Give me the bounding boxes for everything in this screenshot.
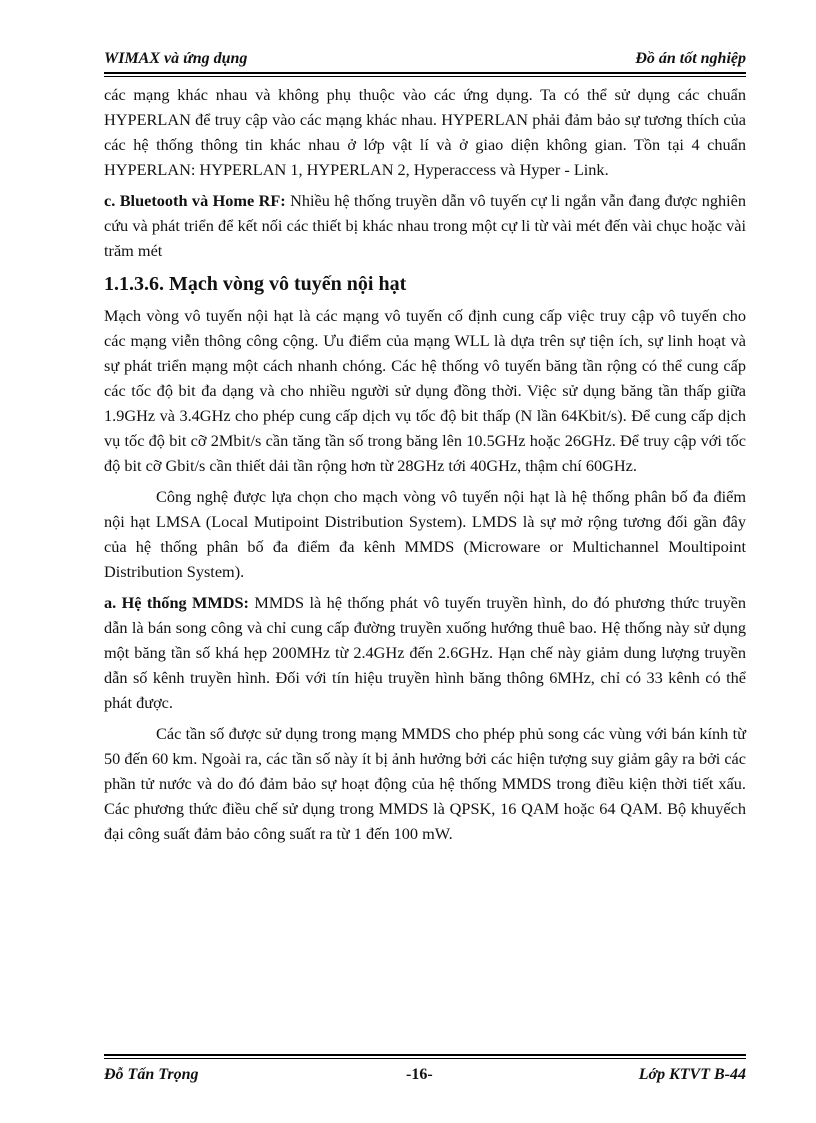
paragraph-wll: Mạch vòng vô tuyến nội hạt là các mạng vô tuyến cố định cung cấp việc truy cập vô tuyến cho các mạng viễn thông công cộng. Ưu điểm của mạng WLL là dựa trên sự tiện ích, sự linh hoạt và sự phát triển mạng một cách nhanh chóng. Các hệ thống vô tuyến băng tần rộng có thể cung cấp các tốc độ bit đa dạng và cho nhiều người sử dụng đồng thời. Việc sử dụng băng tần thấp giữa 1.9GHz và 3.4GHz cho phép cung cấp dịch vụ tốc độ bit thấp (N lần 64Kbit/s). Để cung cấp dịch vụ tốc độ bit cỡ 2Mbit/s cần tăng tần số trong băng lên 10.5GHz hoặc 26GHz. Để truy cập với tốc độ bit cỡ Gbit/s cần thiết dải tần rộng hơn từ 28GHz tới 40GHz, thậm chí 60GHz.: [104, 306, 746, 475]
paragraph-frequencies: Các tần số được sử dụng trong mạng MMDS cho phép phủ song các vùng với bán kính từ 50 đến 60 km. Ngoài ra, các tần số này ít bị ảnh hưởng bởi các hiện tượng suy giảm gây ra bởi các phần tử nước và do đó đảm bảo sự hoạt động của hệ thống MMDS trong điều kiện thời tiết xấu. Các phương thức điều chế sử dụng trong MMDS là QPSK, 16 QAM hoặc 64 QAM. Bộ khuyếch đại công suất đảm bảo công suất ra từ 1 đến 100 mW.: [104, 724, 746, 843]
footer-rule: [104, 1054, 746, 1056]
paragraph-bluetooth: [104, 188, 746, 263]
header-subtitle: Đồ án tốt nghiệp: [635, 50, 746, 67]
paragraph-lmds: Công nghệ được lựa chọn cho mạch vòng vô tuyến nội hạt là hệ thống phân bố đa điểm nội hạt LMSA (Local Mutipoint Distribution System). LMDS là sự mở rộng tương đối gần đây của hệ thống phân bố đa điểm đa kênh MMDS (Microware or Multichannel Moultipoint Distribution System).: [104, 487, 746, 581]
page-number: -16-: [406, 1066, 433, 1083]
bluetooth-text: Nhiều hệ thống truyền dẫn vô tuyến cự li ngắn vẫn đang được nghiên cứu và phát triển để kết nối các thiết bị khác nhau trong một cự li từ vài mét đến vài chục hoặc vài trăm mét: [104, 191, 747, 260]
mmds-label: a. Hệ thống MMDS:: [104, 593, 249, 612]
paragraph-mmds: [104, 590, 746, 715]
paragraph-hyperlan: các mạng khác nhau và không phụ thuộc vào các ứng dụng. Ta có thể sử dụng các chuẩn HYPERLAN để truy cập vào các mạng khác nhau. HYPERLAN phải đảm bảo sự tương thích của các hệ thống thông tin khác nhau ở lớp vật lí và ở giao diện không gian. Tồn tại 4 chuẩn HYPERLAN: HYPERLAN 1, HYPERLAN 2, Hyperaccess và Hyper - Link.: [104, 85, 746, 179]
header-title: WIMAX và ứng dụng: [104, 50, 248, 67]
page-header: [104, 48, 746, 72]
page-footer: [104, 1064, 746, 1088]
header-rule: [104, 72, 746, 74]
section-heading: 1.1.3.6. Mạch vòng vô tuyến nội hạt: [104, 273, 407, 295]
footer-rule-thin: [104, 1058, 746, 1059]
footer-class: Lớp KTVT B-44: [638, 1066, 746, 1083]
page-content: [104, 82, 746, 852]
header-rule-thin: [104, 76, 746, 77]
bluetooth-label: c. Bluetooth và Home RF:: [104, 191, 286, 210]
footer-author: Đỗ Tấn Trọng: [104, 1066, 199, 1083]
mmds-text: MMDS là hệ thống phát vô tuyến truyền hình, do đó phương thức truyền dẫn là bán song công và chỉ cung cấp đường truyền xuống hướng thuê bao. Hệ thống này sử dụng một băng tần số khá hẹp 200MHz từ 2.4GHz đến 2.6GHz. Hạn chế này giảm dung lượng truyền dẫn số kênh truyền hình. Đối với tín hiệu truyền hình băng thông 6MHz, chỉ có 33 kênh có thể phát được.: [104, 593, 747, 712]
